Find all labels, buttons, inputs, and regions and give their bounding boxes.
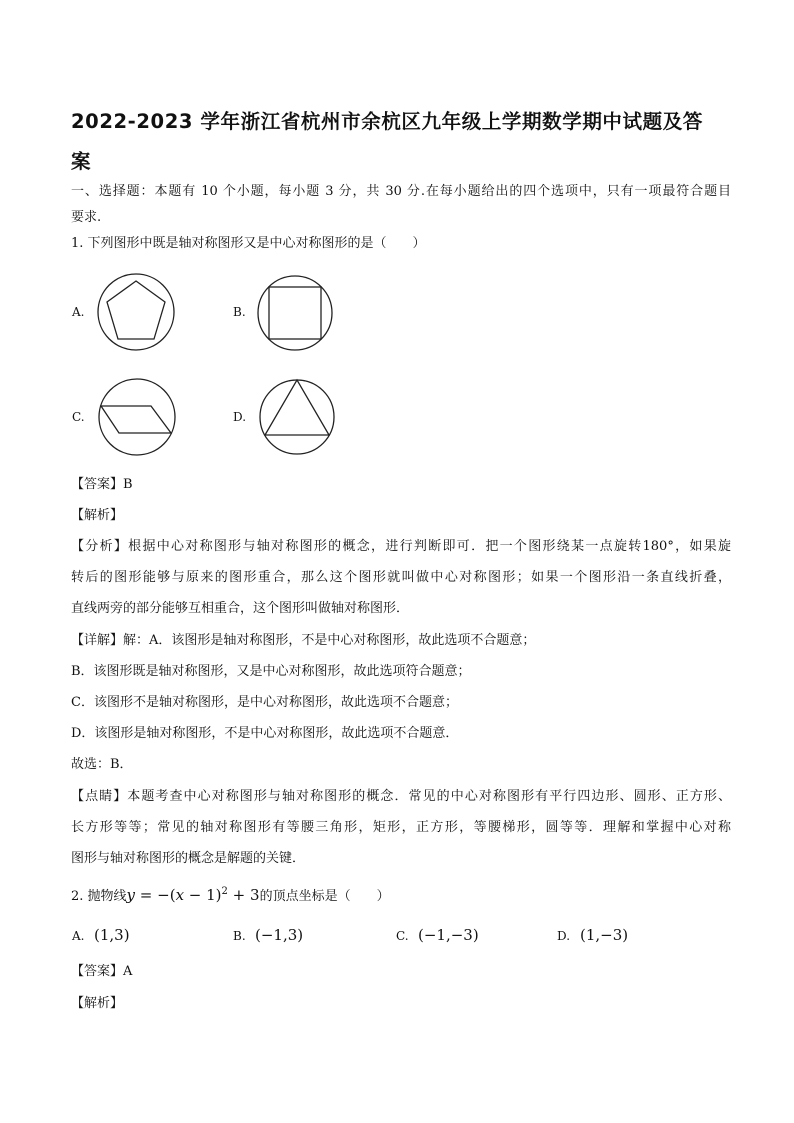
q2-stem-suffix: 的顶点坐标是（ ） <box>259 889 390 904</box>
q1-option-b-figure <box>256 274 334 352</box>
q1-fenxi-line2: 转后的图形能够与原来的图形重合，那么这个图形就叫做中心对称图形；如果一个图形沿一条直线折叠， <box>71 570 731 585</box>
q2-option-b-label: B. <box>233 929 246 943</box>
q2-eq-y: y <box>126 886 136 904</box>
q2-option-b-value: (−1,3) <box>255 926 304 944</box>
q2-eq-part: = −( <box>135 886 176 904</box>
q1-dianjing-line2: 长方形等等；常见的轴对称图形有等腰三角形，矩形，正方形，等腰梯形，圆等等．理解和掌握中心对称 <box>71 820 731 835</box>
q1-fenxi-line1: 【分析】根据中心对称图形与轴对称图形的概念，进行判断即可．把一个图形绕某一点旋转180°，如果旋 <box>71 539 731 554</box>
q1-option-b-label: B. <box>233 305 246 319</box>
document-title-line1: 2022-2023 学年浙江省杭州市余杭区九年级上学期数学期中试题及答 <box>71 110 703 133</box>
question-2-stem <box>71 884 731 905</box>
q1-dianjing-line1: 【点睛】本题考查中心对称图形与轴对称图形的概念．常见的中心对称图形有平行四边形、圆形、正方形、 <box>71 789 731 804</box>
q2-option-d-label: D. <box>557 929 571 943</box>
q1-answer: 【答案】B <box>71 477 133 492</box>
section-instruction-line2: 要求. <box>71 210 102 225</box>
q2-option-a-label: A. <box>72 929 85 943</box>
q1-option-a-label: A. <box>72 305 85 319</box>
q1-option-c-label: C. <box>72 410 85 424</box>
q2-option-c-value: (−1,−3) <box>418 926 479 944</box>
q1-option-c-figure <box>97 377 177 457</box>
q1-analysis-heading: 【解析】 <box>71 508 124 523</box>
q2-eq-exponent: 2 <box>221 886 228 897</box>
q2-stem-prefix: 2. 抛物线 <box>71 889 127 904</box>
q2-equation <box>127 886 260 904</box>
q1-fenxi-line3: 直线两旁的部分能够互相重合，这个图形叫做轴对称图形． <box>71 601 410 616</box>
section-instruction-line1: 一、选择题：本题有 10 个小题，每小题 3 分，共 30 分.在每小题给出的四个选项中，只有一项最符合题目 <box>71 184 731 199</box>
document-title-line2: 案 <box>71 150 92 173</box>
q1-dianjing-line3: 图形与轴对称图形的概念是解题的关键． <box>71 851 306 866</box>
q1-option-d-label: D. <box>233 410 247 424</box>
q2-eq-tail: + 3 <box>227 886 260 904</box>
q1-xiangjie-line1: 【详解】解：A．该图形是轴对称图形，不是中心对称图形，故此选项不合题意； <box>71 633 536 648</box>
q2-eq-rest: − 1) <box>184 886 222 904</box>
q1-xiangjie-line5: 故选：B． <box>71 757 133 772</box>
q2-option-a-value: (1,3) <box>94 926 130 944</box>
q1-xiangjie-line4: D．该图形是轴对称图形，不是中心对称图形，故此选项不合题意． <box>71 726 459 741</box>
q2-option-c-label: C. <box>396 929 409 943</box>
q2-option-d-value: (1,−3) <box>580 926 629 944</box>
q1-xiangjie-line2: B．该图形既是轴对称图形，又是中心对称图形，故此选项符合题意； <box>71 664 471 679</box>
q2-answer: 【答案】A <box>71 964 133 979</box>
question-1-stem: 1. 下列图形中既是轴对称图形又是中心对称图形的是（ ） <box>71 236 426 251</box>
q1-option-d-figure <box>258 378 336 456</box>
q2-eq-x: x <box>175 886 185 904</box>
q1-option-a-figure <box>96 272 176 352</box>
q1-xiangjie-line3: C．该图形不是轴对称图形，是中心对称图形，故此选项不合题意； <box>71 695 458 710</box>
q2-analysis-heading: 【解析】 <box>71 996 124 1011</box>
